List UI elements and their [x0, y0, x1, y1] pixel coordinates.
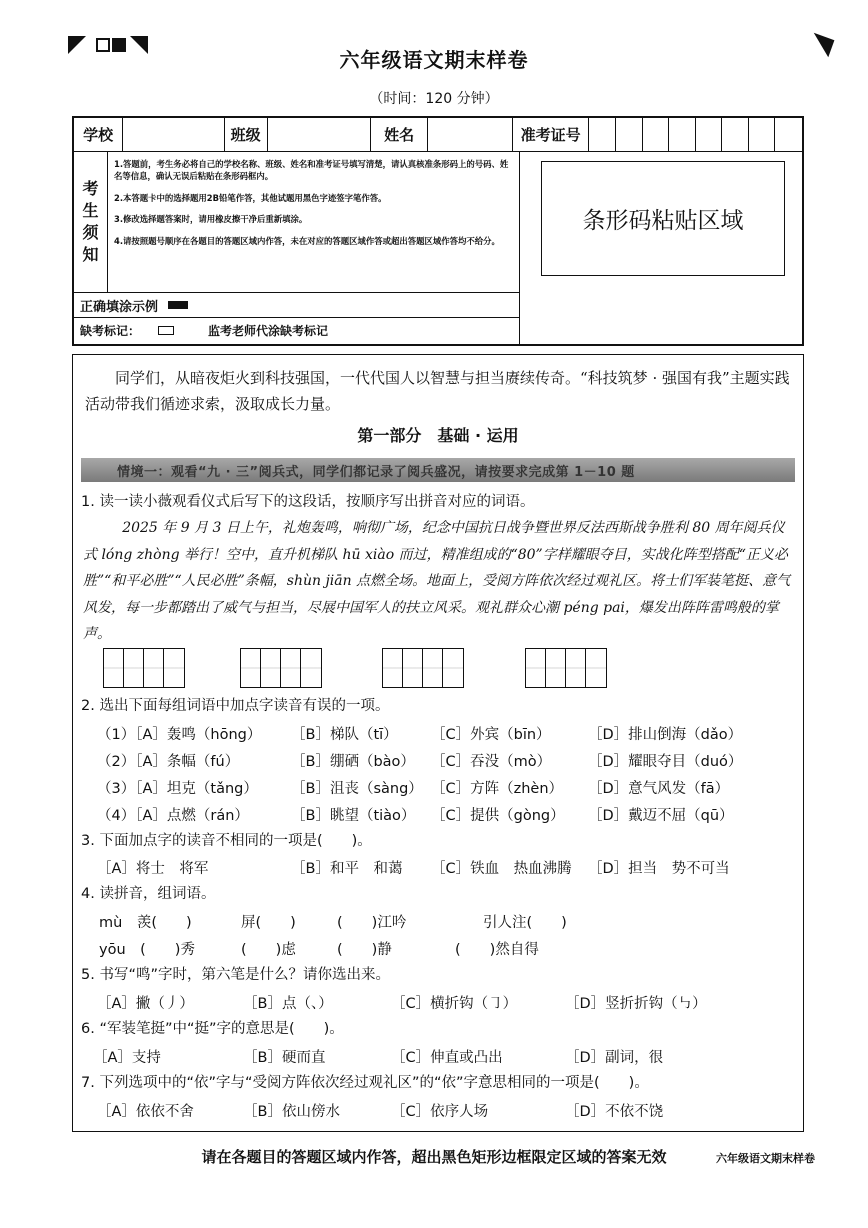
question-4: 4. 读拼音，组词语。 [81, 886, 216, 902]
instructions-column [74, 152, 520, 344]
notice-item: 2.本答题卡中的选择题用2B铅笔作答，其他试题用黑色字迹签字笔作答。 [114, 192, 387, 203]
exam-time: （时间：120 分钟） [369, 91, 499, 107]
option[interactable]: ［B］眺望（tiào） [291, 808, 416, 824]
absent-mark-note: 监考老师代涂缺考标记 [208, 323, 329, 338]
exam-id-digit[interactable] [643, 118, 670, 151]
answer-region [72, 354, 804, 1132]
option[interactable]: ［B］绷硒（bào） [291, 754, 415, 770]
question-6: 6. “军装笔挺”中“挺”字的意思是( )。 [81, 1021, 344, 1037]
notice-item: 3.修改选择题答案时，请用橡皮擦干净后重新填涂。 [114, 214, 308, 224]
exam-id-digit[interactable] [696, 118, 723, 151]
pinyin-answer-grid[interactable] [103, 648, 185, 688]
pinyin-answer-grid[interactable] [382, 648, 464, 688]
option[interactable]: ［A］支持 [93, 1050, 161, 1066]
option[interactable]: ［C］吞没（mò） [431, 754, 552, 770]
option[interactable]: ［B］梯队（tī） [291, 727, 398, 743]
notice-heading-char: 须 [82, 223, 99, 242]
option[interactable]: ［D］排山倒海（dǎo） [588, 727, 743, 743]
word-blank[interactable]: mù 羡( ) [99, 915, 192, 931]
question-1-passage: 2025 年 9 月 3 日上午，礼炮轰鸣，响彻广场，纪念中国抗日战争暨世界反法西斯战争胜利 80 周年阅兵仪式 lóng zhòng 举行！空中，直升机梯队 hū xiào 而过，精准组成的“80”字样耀眼夺目，实战化阵型搭配“正义必胜”“和平必胜”“人民必胜”条幅，shùn jiān 点燃全场。地面上，受阅方阵依次经过观礼区。将士们军装笔挺、意气风发，每一步都踏出了威气与担当，尽展中国军人的扶立风采。观礼群众心潮 péng pai，爆发出阵阵雷鸣般的掌声。 [83, 520, 791, 642]
option[interactable]: ［C］铁血 热血沸腾 [431, 861, 572, 877]
student-info-table [72, 116, 804, 346]
footer-page-label: 六年级语文期末样卷 [716, 1152, 815, 1165]
option[interactable]: ［D］意气风发（fā） [588, 781, 730, 797]
option[interactable]: ［D］担当 势不可当 [588, 861, 730, 877]
option[interactable]: （4）［A］点燃（rán） [97, 808, 249, 824]
absent-mark [74, 318, 519, 342]
word-blank[interactable]: ( )静 [337, 942, 392, 958]
class-label: 班级 [225, 118, 268, 151]
option[interactable]: ［C］提供（gòng） [431, 808, 565, 824]
option[interactable]: ［B］硬而直 [243, 1050, 326, 1066]
notice-item: 1.答题前，考生务必将自己的学校名称、班级、姓名和准考证号填写清楚，请认真核准条形码上的号码、姓名等信息，确认无误后粘贴在条形码框内。 [114, 159, 509, 181]
option[interactable]: ［A］依依不舍 [97, 1104, 194, 1120]
class-field[interactable] [268, 118, 371, 151]
word-blank[interactable]: 屏( ) [241, 915, 296, 931]
option[interactable]: ［D］副词，很 [565, 1050, 664, 1066]
option[interactable]: （1）［A］轰鸣（hōng） [97, 727, 262, 743]
intro-paragraph: 同学们，从暗夜炬火到科技强国，一代代国人以智慧与担当赓续传奇。“科技筑梦 · 强国有我”主题实践活动带我们循迹求索，汲取成长力量。 [85, 369, 790, 413]
option[interactable]: ［B］点（、） [243, 996, 333, 1012]
exam-id-digit[interactable] [616, 118, 643, 151]
question-2: 2. 选出下面每组词语中加点字读音有误的一项。 [81, 698, 390, 714]
option[interactable]: ［C］横折钩（㇆） [391, 996, 518, 1012]
word-blank[interactable]: ( )江吟 [337, 915, 407, 931]
info-row [74, 118, 802, 152]
option[interactable]: ［C］依序人场 [391, 1104, 489, 1120]
option[interactable]: （3）［A］坦克（tǎng） [97, 781, 258, 797]
question-5: 5. 书写“鸣”字时，第六笔是什么？请你选出来。 [81, 967, 390, 983]
notice-heading-char: 知 [82, 245, 99, 264]
option[interactable]: ［A］撇（丿） [97, 996, 194, 1012]
exam-id-label: 准考证号 [513, 118, 590, 151]
barcode-area: 条形码粘贴区域 [541, 161, 785, 276]
section-heading: 第一部分 基础 · 运用 [357, 426, 519, 445]
absent-checkbox[interactable] [158, 326, 174, 335]
option[interactable]: ［D］耀眼夺目（duó） [588, 754, 743, 770]
exam-id-digit[interactable] [589, 118, 616, 151]
option[interactable]: （2）［A］条幅（fú） [97, 754, 240, 770]
word-blank[interactable]: ( )虑 [241, 942, 296, 958]
option[interactable]: ［B］和平 和蔼 [291, 861, 403, 877]
exam-id-digit[interactable] [775, 118, 802, 151]
option[interactable]: ［C］伸直或凸出 [391, 1050, 503, 1066]
option[interactable]: ［C］方阵（zhèn） [431, 781, 564, 797]
option[interactable]: ［B］依山傍水 [243, 1104, 340, 1120]
notice-body [108, 152, 519, 292]
exam-id-digit[interactable] [749, 118, 776, 151]
notice-heading-char: 生 [82, 201, 99, 220]
school-field[interactable] [123, 118, 224, 151]
footer-warning: 请在各题目的答题区域内作答，超出黑色矩形边框限定区域的答案无效 [201, 1148, 667, 1166]
notice-heading [74, 152, 108, 292]
pinyin-answer-grid[interactable] [525, 648, 607, 688]
name-field[interactable] [428, 118, 513, 151]
word-blank[interactable]: 引人注( ) [483, 915, 567, 931]
fill-example-label: 正确填涂示例 [80, 299, 159, 315]
fill-example [74, 293, 519, 318]
option[interactable]: ［A］将士 将军 [97, 861, 209, 877]
question-3: 3. 下面加点字的读音不相同的一项是( )。 [81, 833, 372, 849]
exam-id-digit[interactable] [669, 118, 696, 151]
page-title: 六年级语文期末样卷 [339, 48, 529, 72]
word-blank[interactable]: ( )然自得 [455, 942, 539, 958]
pinyin-answer-grid[interactable] [240, 648, 322, 688]
question-7: 7. 下列选项中的“依”字与“受阅方阵依次经过观礼区”的“依”字意思相同的一项是( )。 [81, 1075, 649, 1091]
option[interactable]: ［D］戴迈不屈（qū） [588, 808, 734, 824]
option[interactable]: ［C］外宾（bīn） [431, 727, 551, 743]
filled-mark-icon [168, 301, 188, 309]
school-label: 学校 [74, 118, 123, 151]
exam-id-digit[interactable] [722, 118, 749, 151]
notice-heading-char: 考 [82, 179, 99, 198]
option[interactable]: ［B］沮丧（sàng） [291, 781, 423, 797]
notice-item: 4.请按照题号顺序在各题目的答题区域内作答，未在对应的答题区域作答或超出答题区域作答均不给分。 [114, 235, 500, 246]
scenario-band: 情境一：观看“九 · 三”阅兵式，同学们都记录了阅兵盛况，请按要求完成第 1－10 题 [81, 458, 795, 482]
question-1: 1. 读一读小薇观看仪式后写下的这段话，按顺序写出拼音对应的词语。 [81, 494, 535, 510]
absent-mark-label: 缺考标记： [80, 323, 141, 338]
option[interactable]: ［D］不依不饶 [565, 1104, 664, 1120]
candidate-notice [74, 152, 519, 293]
name-label: 姓名 [371, 118, 428, 151]
word-blank[interactable]: yōu ( )秀 [99, 942, 195, 958]
option[interactable]: ［D］竖折折钩（㇉） [565, 996, 707, 1012]
